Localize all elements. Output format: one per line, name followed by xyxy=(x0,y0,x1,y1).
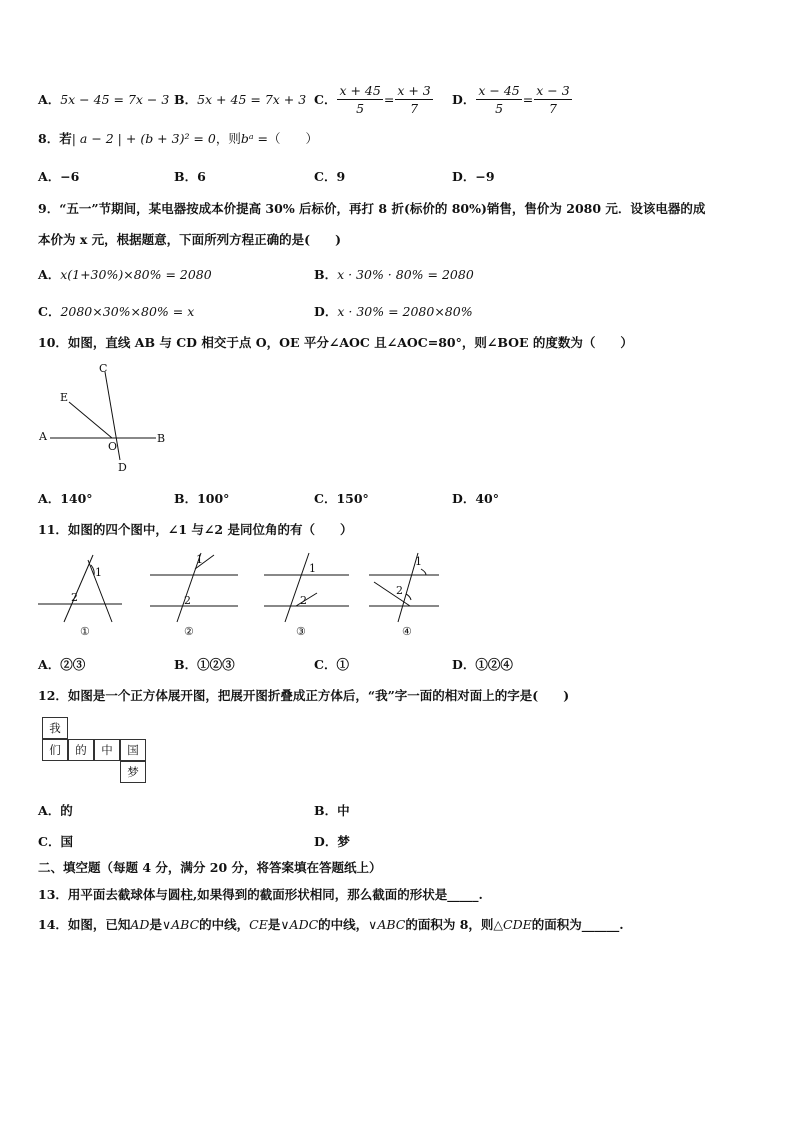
q7-option-d xyxy=(452,77,573,121)
q7-option-a-expr: 5x − 45 = 7x − 3 xyxy=(60,92,170,107)
q11-f1-angle2: 2 xyxy=(71,591,78,604)
q12-cell-men: 们 xyxy=(42,739,68,761)
q10-option-c: C．150° xyxy=(314,491,369,506)
q7-option-c xyxy=(314,77,434,121)
q11-f1-caption: ① xyxy=(80,625,90,638)
q7-c-equals: = xyxy=(383,91,395,107)
q11-option-c: C．① xyxy=(314,657,349,672)
q7-d-equals: = xyxy=(522,91,534,107)
q7-d-fraction-right: $\frac{x - 3}{7}$ xyxy=(536,82,570,116)
q7-option-b xyxy=(174,80,306,120)
q8-stem xyxy=(38,129,318,147)
q10-option-d: D．40° xyxy=(452,491,499,506)
q11-figures xyxy=(34,548,454,643)
q11-option-a: A．②③ xyxy=(38,657,86,672)
q12-cell-meng: 梦 xyxy=(120,761,146,783)
q10-option-b: B．100° xyxy=(174,491,230,506)
q10-figure xyxy=(36,360,176,478)
q11-f4-angle2: 2 xyxy=(396,584,403,597)
q12-option-b: B．中 xyxy=(314,803,350,818)
q11-stem: 11．如图的四个图中，∠1 与∠2 是同位角的有（ ） xyxy=(38,522,353,537)
q10-label-e: E xyxy=(60,391,69,404)
q11-figure-3 xyxy=(264,553,349,638)
q11-f2-angle2: 2 xyxy=(184,594,191,607)
q12-cell-zhong: 中 xyxy=(94,739,120,761)
q10-stem: 10．如图，直线 AB 与 CD 相交于点 O，OE 平分∠AOC 且∠AOC=80°，则∠BOE 的度数为（ ） xyxy=(38,335,633,350)
q11-f4-caption: ④ xyxy=(402,625,412,638)
q11-f3-angle2: 2 xyxy=(300,594,307,607)
q12-option-c: C．国 xyxy=(38,834,73,849)
q12-cell-wo: 我 xyxy=(42,717,68,739)
q11-figure-1 xyxy=(38,555,122,638)
section-2-title: 二、填空题（每题 4 分，满分 20 分，将答案填在答题纸上） xyxy=(38,860,382,875)
q8-option-c: C．9 xyxy=(314,169,346,184)
q11-option-b: B．①②③ xyxy=(174,657,235,672)
q8-option-b: B．6 xyxy=(174,169,206,184)
q10-ray-oe xyxy=(69,402,112,438)
q9-option-b: B．x · 30% · 80% = 2080 xyxy=(314,267,474,282)
q11-f1-angle1: 1 xyxy=(95,566,102,579)
q7-option-b-expr: 5x + 45 = 7x + 3 xyxy=(197,92,307,107)
q11-f2-caption: ② xyxy=(184,625,194,638)
q8-option-a: A．−6 xyxy=(38,169,80,184)
q10-label-c: C xyxy=(99,362,108,375)
q8-paren: （ ） xyxy=(268,131,319,146)
q9-option-d: D．x · 30% = 2080×80% xyxy=(314,304,473,319)
q8-power: bᵃ = xyxy=(240,131,269,146)
q7-option-b-label: B． xyxy=(174,92,198,107)
q12-cell-de: 的 xyxy=(68,739,94,761)
q8-then: ，则 xyxy=(215,131,241,146)
q11-f3-angle1: 1 xyxy=(309,562,316,575)
q9-option-a: A．x(1+30%)×80% = 2080 xyxy=(38,267,212,282)
q7-options xyxy=(38,80,169,120)
q12-stem: 12．如图是一个正方体展开图，把展开图折叠成正方体后，“我”字一面的相对面上的字是( ) xyxy=(38,688,570,703)
q8-number: 8．若 xyxy=(38,131,72,146)
q11-figure-4 xyxy=(369,553,439,638)
q7-d-fraction-left: $\frac{x - 45}{5}$ xyxy=(478,82,520,116)
q7-option-d-label: D． xyxy=(452,92,476,107)
q10-label-a: A xyxy=(39,430,47,443)
q10-option-a: A．140° xyxy=(38,491,93,506)
q11-option-d: D．①②④ xyxy=(452,657,513,672)
q13-stem: 13．用平面去截球体与圆柱,如果得到的截面形状相同，那么截面的形状是_____. xyxy=(38,887,483,902)
q8-option-d: D．−9 xyxy=(452,169,495,184)
q11-f2-angle1: 1 xyxy=(196,553,203,566)
q10-label-d: D xyxy=(118,461,127,474)
q11-f3-caption: ③ xyxy=(296,625,306,638)
q9-stem-line2: 本价为 x 元，根据题意，下面所列方程正确的是( ) xyxy=(38,232,341,247)
q14-stem: 14．如图，已知AD是∨ABC的中线，CE是∨ADC的中线，∨ABC的面积为 8，则△CDE的面积为______. xyxy=(38,917,624,932)
q12-cell-guo: 国 xyxy=(120,739,146,761)
q8-equation: | a − 2 | + (b + 3)² = 0 xyxy=(71,131,216,146)
q12-option-a: A．的 xyxy=(38,803,73,818)
q9-stem-line1: 9．“五一”节期间，某电器按成本价提高 30% 后标价，再打 8 折(标价的 80%)销售，售价为 2080 元．设该电器的成 xyxy=(38,201,706,216)
q7-c-fraction-left: $\frac{x + 45}{5}$ xyxy=(339,82,381,116)
q10-label-o: O xyxy=(108,440,118,453)
q9-option-c: C．2080×30%×80% = x xyxy=(38,304,195,319)
q12-option-d: D．梦 xyxy=(314,834,350,849)
q10-label-b: B xyxy=(157,432,166,445)
q7-option-a-label: A． xyxy=(38,92,61,107)
q7-option-c-label: C． xyxy=(314,92,337,107)
q11-f4-angle1: 1 xyxy=(415,555,422,568)
q7-c-fraction-right: $\frac{x + 3}{7}$ xyxy=(397,82,431,116)
q11-figure-2 xyxy=(150,553,238,638)
